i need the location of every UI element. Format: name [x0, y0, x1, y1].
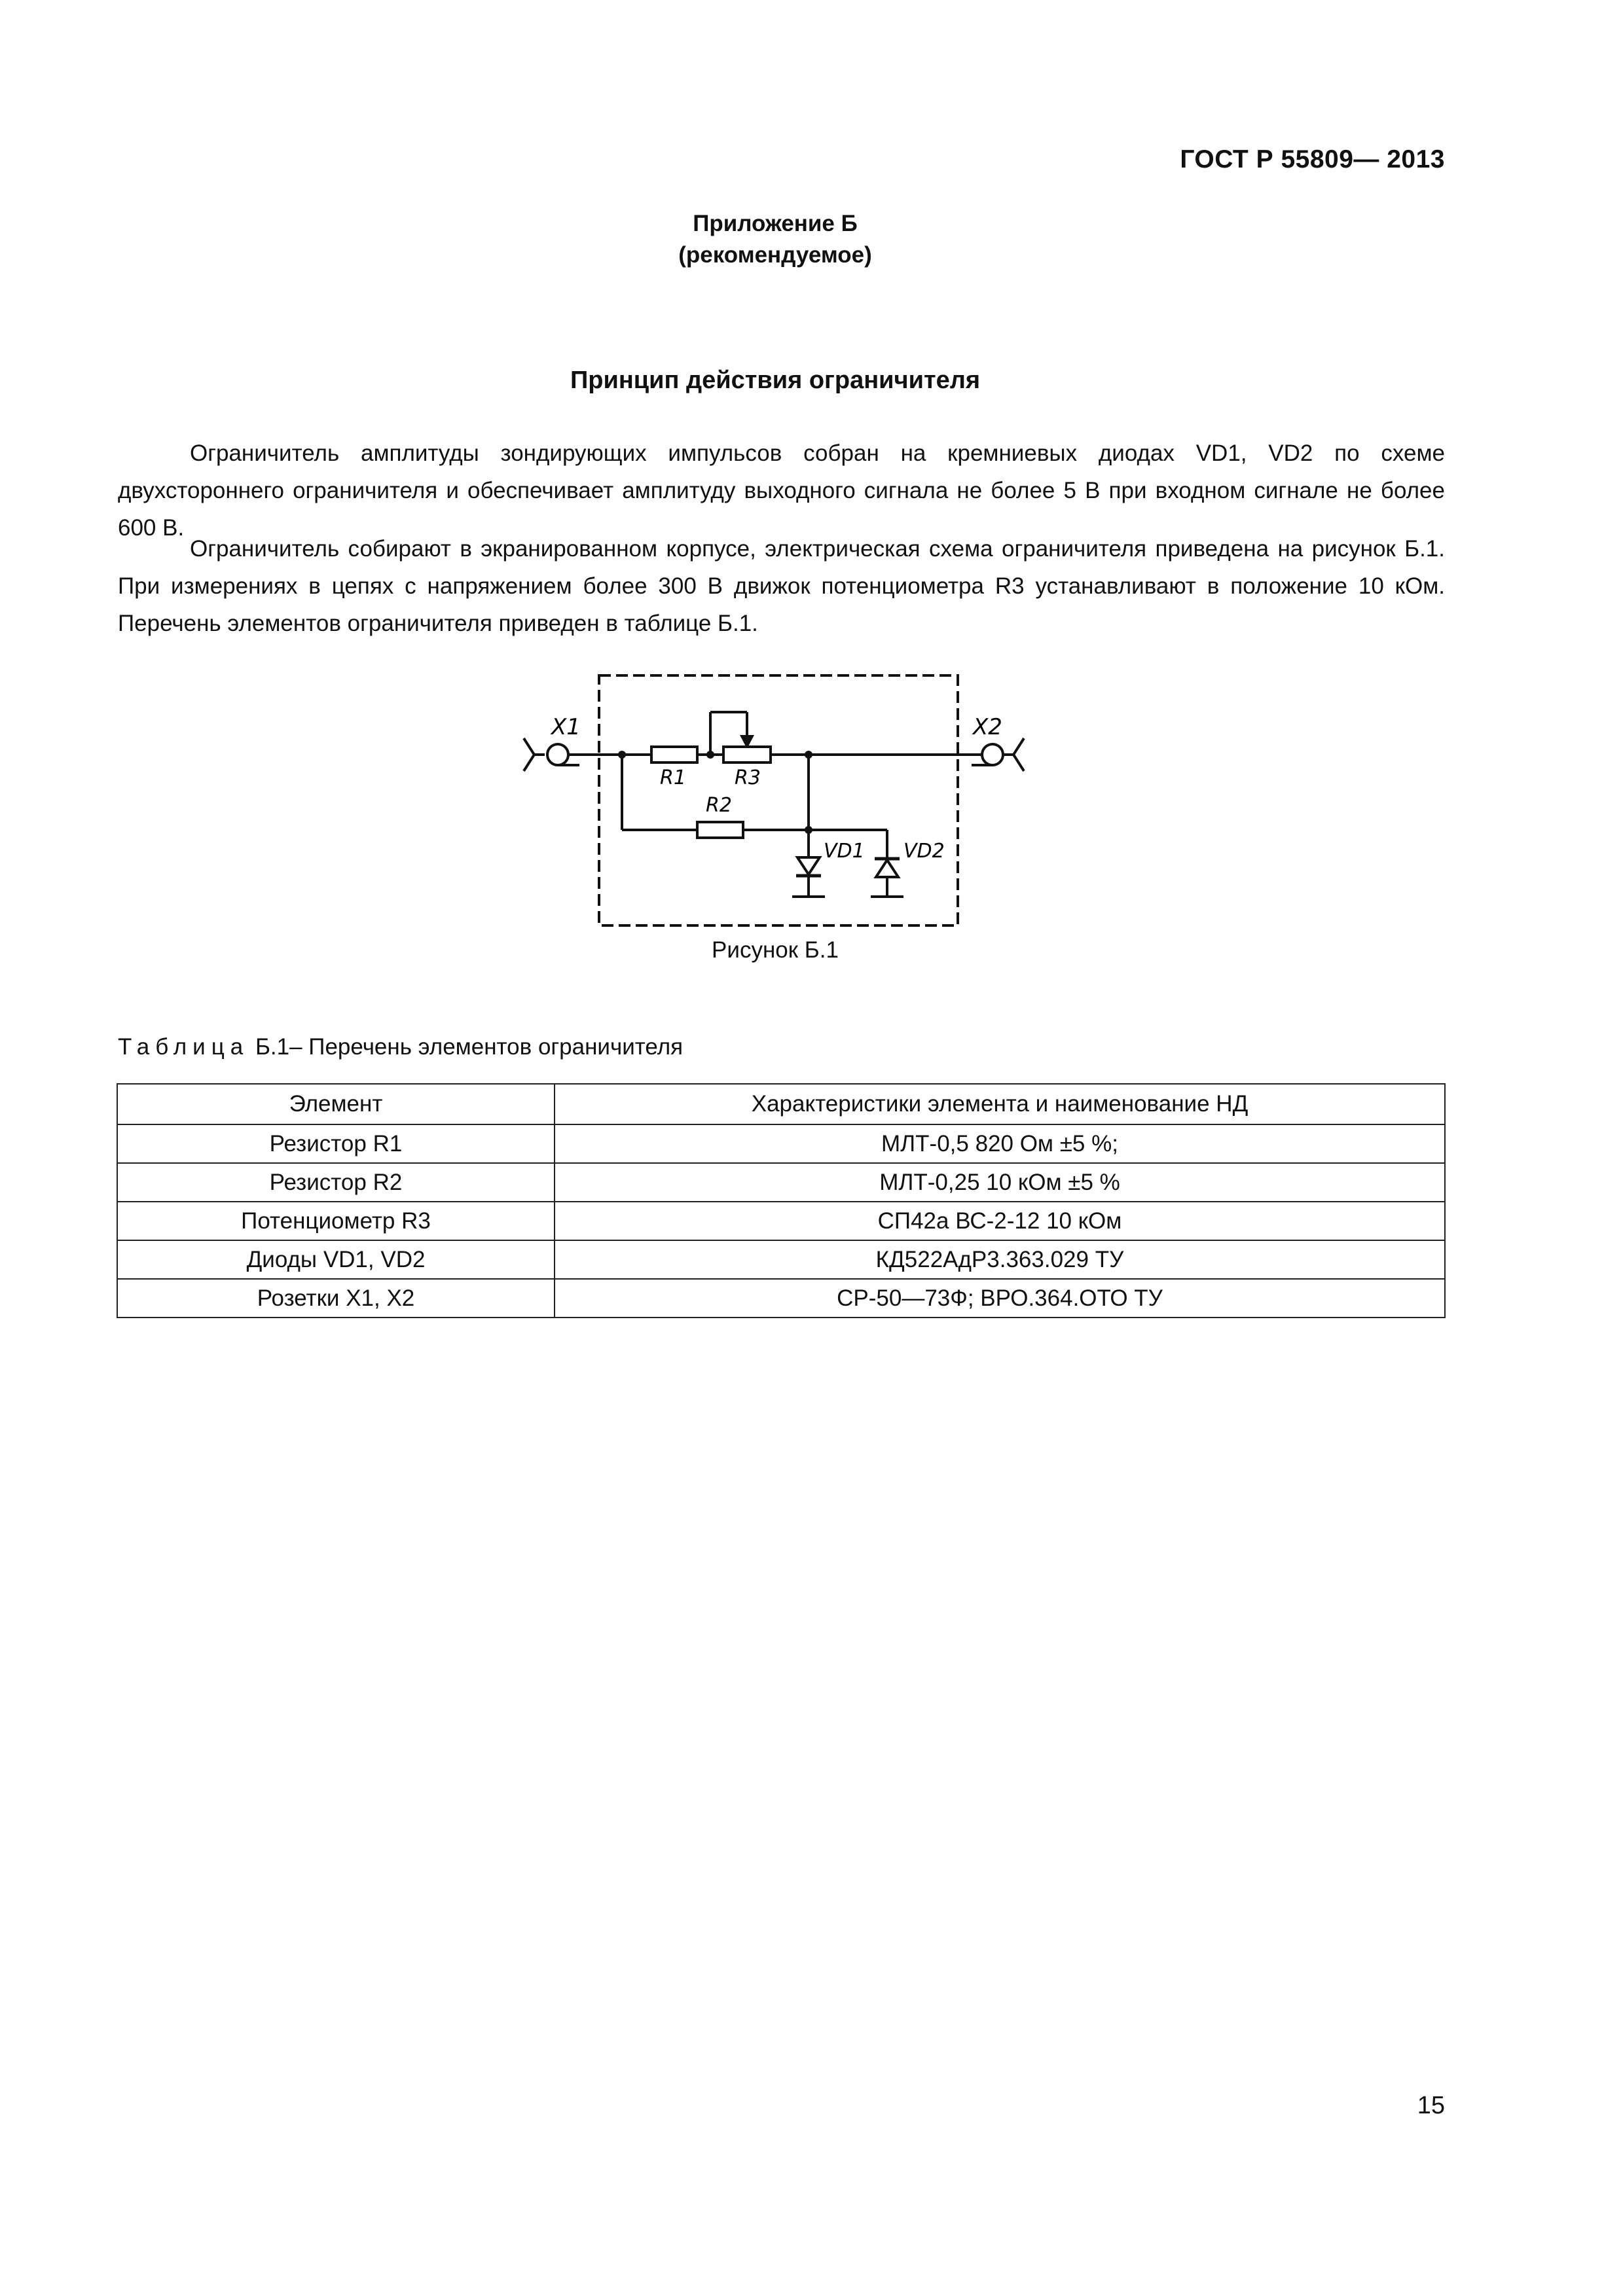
paragraph-2	[118, 530, 1445, 642]
paragraph-text: Ограничитель собирают в экранированном корпусе, электрическая схема ограничителя приведена на рисунок Б.1. При измерениях в цепях с напряжением более 300 В движок потенциометра R3 устанавливают в положение 10 кОм. Перечень элементов ограничителя приведен в таблице Б.1.	[118, 536, 1445, 636]
table-header-row	[117, 1084, 1445, 1124]
resistor-r2-icon	[697, 822, 743, 838]
table-row	[117, 1279, 1445, 1318]
cell-spec: СР-50—73Ф; ВРО.364.ОТО ТУ	[555, 1279, 1445, 1318]
table-row	[117, 1240, 1445, 1279]
label-x1: X1	[551, 714, 581, 740]
cell-element: Розетки X1, X2	[117, 1279, 555, 1318]
page-number: 15	[1417, 2092, 1445, 2119]
main-wiring	[622, 712, 982, 897]
document-code: ГОСТ Р 55809— 2013	[1180, 145, 1445, 173]
table-row	[117, 1202, 1445, 1240]
elements-table	[117, 1083, 1446, 1318]
label-vd2: VD2	[903, 840, 945, 863]
appendix-title: Приложение Б	[693, 211, 858, 236]
header-spec: Характеристики элемента и наименование НД	[555, 1084, 1445, 1124]
label-r2: R2	[706, 794, 732, 817]
label-vd1: VD1	[824, 840, 865, 863]
potentiometer-r3-icon	[723, 747, 771, 762]
section-title: Принцип действия ограничителя	[570, 367, 981, 394]
label-r3: R3	[735, 766, 761, 789]
table-caption-prefix: Таблица	[118, 1034, 249, 1060]
figure-caption: Рисунок Б.1	[712, 937, 839, 963]
table-row	[117, 1163, 1445, 1202]
cell-spec: КД522АдР3.363.029 ТУ	[555, 1240, 1445, 1279]
circuit-diagram	[511, 661, 1048, 949]
paragraph-text: Ограничитель амплитуды зондирующих импульсов собран на кремниевых диодах VD1, VD2 по схеме двухстороннего ограничителя и обеспечивает амплитуду выходного сигнала не более 5 В при входном сигнале не более 600 В.	[118, 440, 1445, 541]
appendix-heading	[0, 208, 1550, 271]
diode-vd1-icon	[796, 857, 821, 876]
table-caption-text: Б.1– Перечень элементов ограничителя	[249, 1034, 684, 1060]
resistor-r1-icon	[651, 747, 697, 762]
table-row	[117, 1124, 1445, 1163]
label-r1: R1	[660, 766, 686, 789]
diode-vd2-icon	[875, 859, 900, 877]
cell-element: Резистор R2	[117, 1163, 555, 1202]
appendix-subtitle: (рекомендуемое)	[678, 242, 872, 268]
connector-x1-icon	[524, 738, 622, 771]
header-element: Элемент	[117, 1084, 555, 1124]
cell-spec: МЛТ-0,5 820 Ом ±5 %;	[555, 1124, 1445, 1163]
cell-spec: СП42а ВС-2-12 10 кОм	[555, 1202, 1445, 1240]
cell-element: Потенциометр R3	[117, 1202, 555, 1240]
label-x2: X2	[973, 714, 1002, 740]
cell-element: Диоды VD1, VD2	[117, 1240, 555, 1279]
cell-element: Резистор R1	[117, 1124, 555, 1163]
shield-enclosure	[599, 675, 958, 925]
cell-spec: МЛТ-0,25 10 кОм ±5 %	[555, 1163, 1445, 1202]
table-caption	[118, 1034, 683, 1060]
